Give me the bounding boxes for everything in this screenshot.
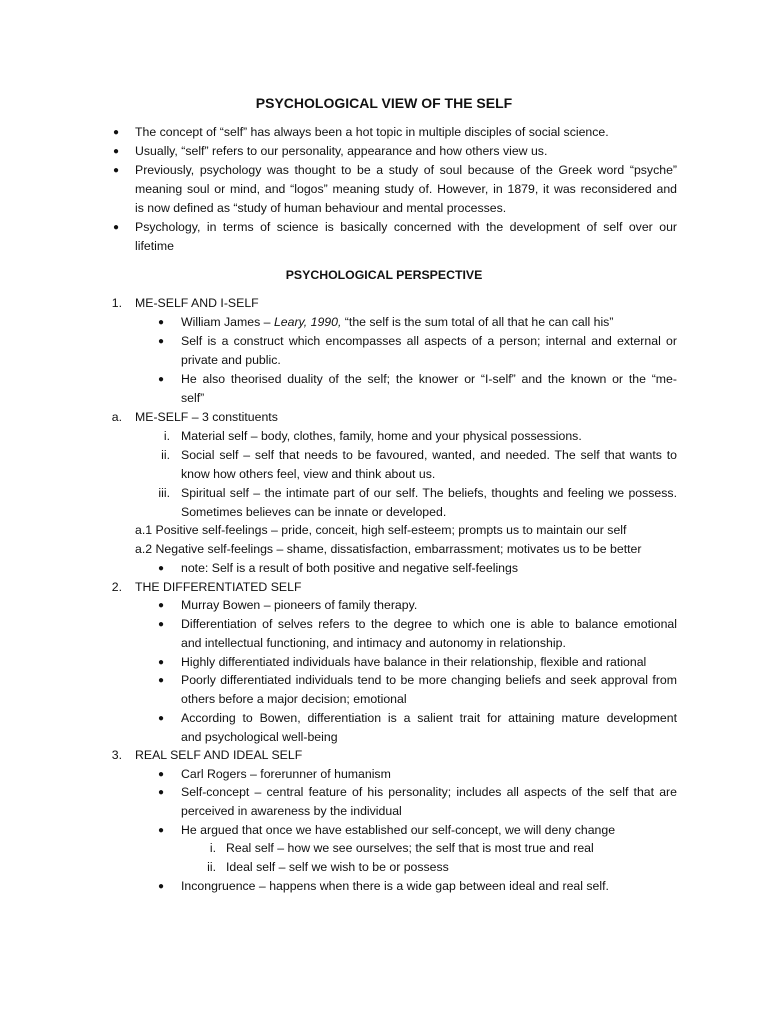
bullet-icon: ● <box>158 336 165 347</box>
section-a-note: note: Self is a result of both positive and negative self-feelings <box>181 561 518 575</box>
section-a-item-ii-line-2: know how others feel, view and think about us. <box>181 467 436 481</box>
bullet-icon: ● <box>158 317 165 328</box>
section-3-bullet-4: Incongruence – happens when there is a wide gap between ideal and real self. <box>181 879 609 893</box>
section-1-bullet-3-line-1: He also theorised duality of the self; the knower or “I-self” and the known or the “me- <box>181 372 677 386</box>
intro-bullet-2: Usually, “self” refers to our personality, appearance and how others view us. <box>135 144 548 158</box>
roman-numeral: ii. <box>161 448 170 462</box>
bullet-icon: ● <box>113 222 120 233</box>
section-2-heading: THE DIFFERENTIATED SELF <box>135 580 302 594</box>
bullet-icon: ● <box>113 127 120 138</box>
bullet-icon: ● <box>158 881 165 892</box>
section-3-bullet-3: He argued that once we have established our self-concept, we will deny change <box>181 823 616 837</box>
section-1-bullet-2-line-1: Self is a construct which encompasses all aspects of a person; internal and external or <box>181 334 677 348</box>
section-number: 2. <box>111 580 122 594</box>
section-2-bullet-2-line-1: Differentiation of selves refers to the degree to which one is able to balance emotional <box>181 617 677 631</box>
section-2-bullet-4-line-1: Poorly differentiated individuals tend to be more changing beliefs and seek approval from <box>181 673 677 687</box>
bullet-icon: ● <box>113 146 120 157</box>
roman-numeral: ii. <box>207 860 216 874</box>
section-a-item-ii-line-1: Social self – self that needs to be favoured, wanted, and needed. The self that wants to <box>181 448 677 462</box>
document-title: PSYCHOLOGICAL VIEW OF THE SELF <box>255 95 513 111</box>
section-3-bullet-2-line-1: Self-concept – central feature of his personality; includes all aspects of the self that are <box>181 785 677 799</box>
section-2-bullet-3: Highly differentiated individuals have balance in their relationship, flexible and rational <box>181 655 647 669</box>
section-1-bullet-3-line-2: self” <box>181 391 205 405</box>
bullet-icon: ● <box>158 657 165 668</box>
intro-bullet-3-line-1: Previously, psychology was thought to be a study of soul because of the Greek word “psyche” <box>135 163 677 177</box>
section-a-item-iii-line-1: Spiritual self – the intimate part of our self. The beliefs, thoughts and feeling we possess. <box>181 486 677 500</box>
section-number: 1. <box>111 296 122 310</box>
section-3-bullet-1: Carl Rogers – forerunner of humanism <box>181 767 391 781</box>
section-2-bullet-4-line-2: others before a major decision; emotional <box>181 692 407 706</box>
section-a-negative-feelings: a.2 Negative self-feelings – shame, dissatisfaction, embarrassment; motivates us to be better <box>135 542 642 556</box>
roman-numeral: i. <box>163 429 170 443</box>
bullet-icon: ● <box>158 600 165 611</box>
bullet-icon: ● <box>158 713 165 724</box>
roman-numeral: i. <box>209 841 216 855</box>
section-a-item-iii-line-2: Sometimes believes can be innate or developed. <box>181 505 447 519</box>
bullet-icon: ● <box>158 675 165 686</box>
section-1-bullet-2-line-2: private and public. <box>181 353 281 367</box>
bullet-icon: ● <box>158 563 165 574</box>
section-1-bullet-1: William James – Leary, 1990, “the self is the sum total of all that he can call his” <box>181 315 614 329</box>
bullet-icon: ● <box>158 374 165 385</box>
section-a-positive-feelings: a.1 Positive self-feelings – pride, conceit, high self-esteem; prompts us to maintain our self <box>135 523 627 537</box>
section-1-heading: ME-SELF AND I-SELF <box>135 296 259 310</box>
bullet-icon: ● <box>158 787 165 798</box>
section-3-item-ii: Ideal self – self we wish to be or possess <box>226 860 449 874</box>
section-a-item-i: Material self – body, clothes, family, home and your physical possessions. <box>181 429 582 443</box>
intro-bullet-4-line-2: lifetime <box>135 239 174 253</box>
section-2-bullet-5-line-2: and psychological well-being <box>181 730 338 744</box>
section-2-bullet-2-line-2: and intellectual functioning, and intimacy and autonomy in relationship. <box>181 636 566 650</box>
section-letter: a. <box>111 410 122 424</box>
intro-bullet-1: The concept of “self” has always been a hot topic in multiple disciples of social science. <box>135 125 609 139</box>
section-3-item-i: Real self – how we see ourselves; the self that is most true and real <box>226 841 594 855</box>
bullet-icon: ● <box>158 619 165 630</box>
intro-bullet-3-line-3: is now defined as “study of human behaviour and mental processes. <box>135 201 507 215</box>
roman-numeral: iii. <box>158 486 170 500</box>
intro-bullet-3-line-2: meaning soul or mind, and “logos” meaning study of. However, in 1879, it was reconsidered and <box>135 182 677 196</box>
section-number: 3. <box>111 748 122 762</box>
section-subheading: PSYCHOLOGICAL PERSPECTIVE <box>285 268 483 282</box>
bullet-icon: ● <box>158 825 165 836</box>
section-2-bullet-1: Murray Bowen – pioneers of family therapy. <box>181 598 418 612</box>
section-3-heading: REAL SELF AND IDEAL SELF <box>135 748 303 762</box>
bullet-icon: ● <box>158 769 165 780</box>
section-2-bullet-5-line-1: According to Bowen, differentiation is a salient trait for attaining mature development <box>181 711 677 725</box>
intro-bullet-4-line-1: Psychology, in terms of science is basically concerned with the development of self over our <box>135 220 677 234</box>
bullet-icon: ● <box>113 165 120 176</box>
section-3-bullet-2-line-2: perceived in awareness by the individual <box>181 804 402 818</box>
section-a-heading: ME-SELF – 3 constituents <box>135 410 278 424</box>
